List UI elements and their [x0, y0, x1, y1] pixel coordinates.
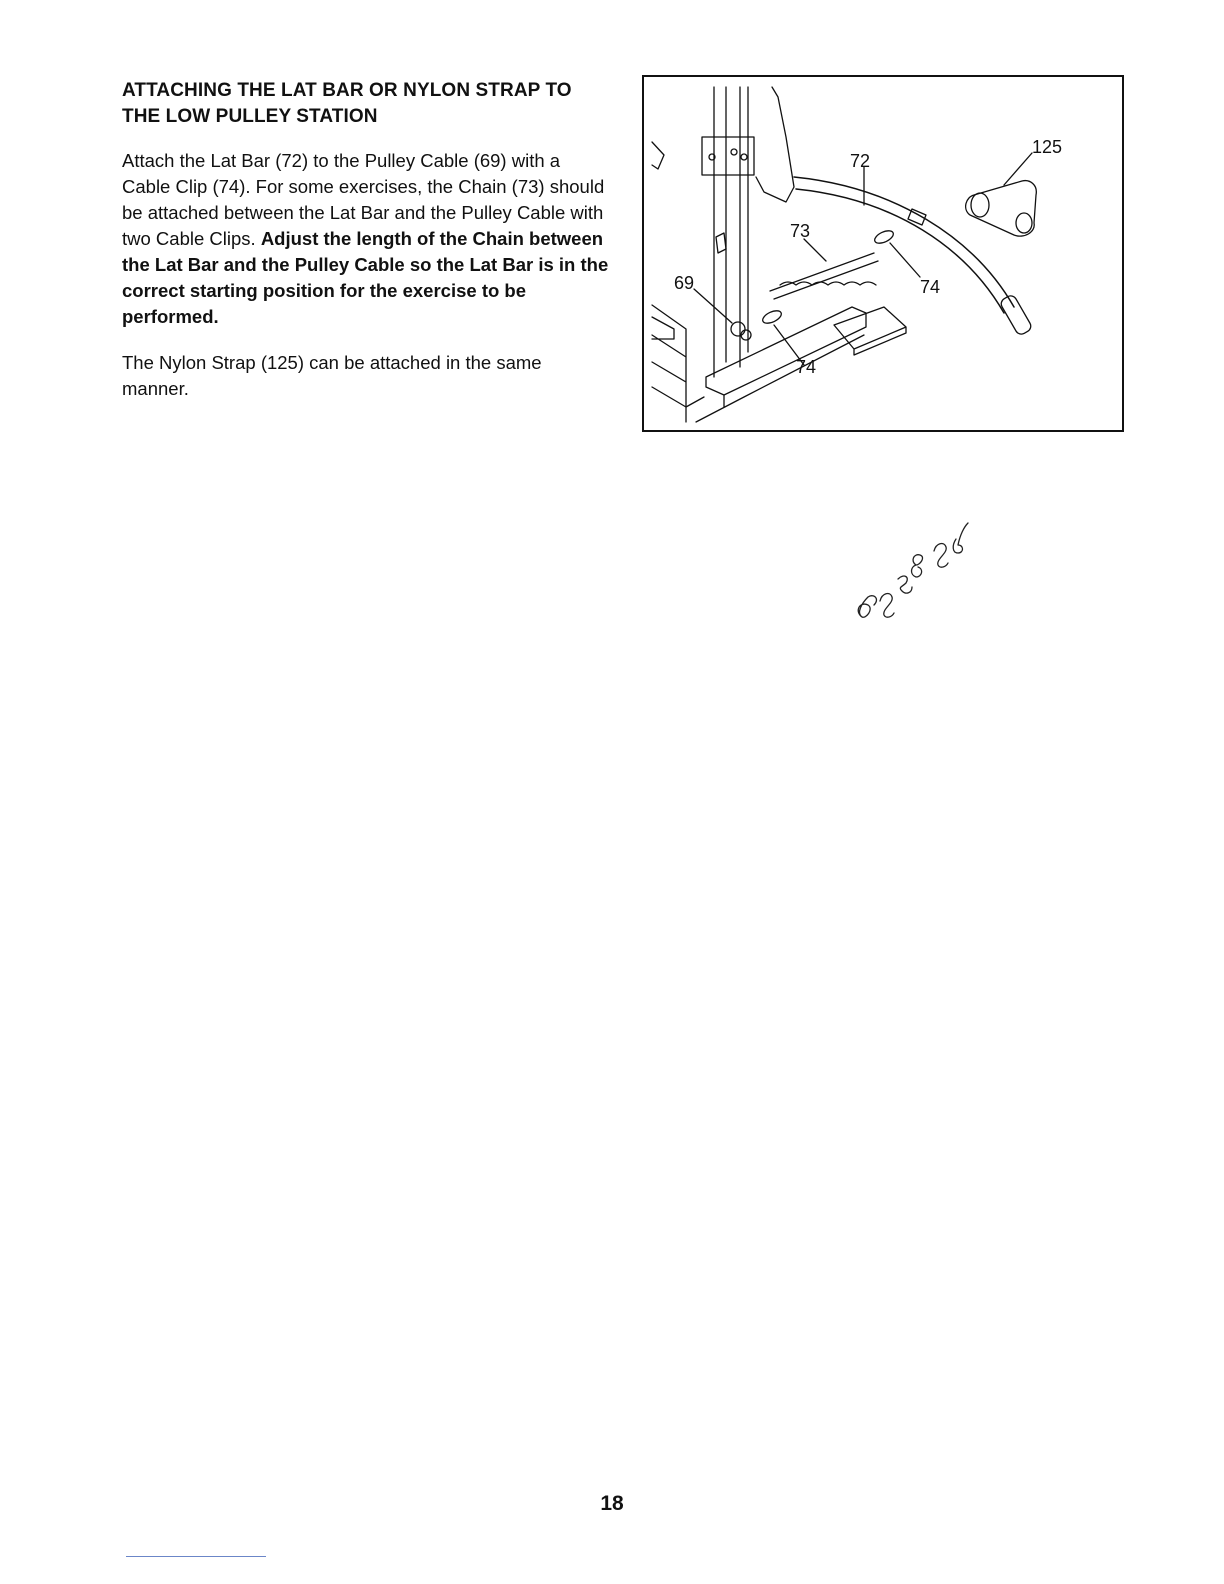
- nylon-strap-note: The Nylon Strap (125) can be attached in the same manner.: [122, 352, 542, 399]
- lat-bar: [794, 177, 1014, 307]
- leader-74-upper: [890, 243, 920, 277]
- assembly-illustration: [642, 75, 1124, 432]
- page-number: 18: [600, 1492, 624, 1515]
- column-pin: [716, 233, 726, 253]
- base-rail: [706, 307, 866, 395]
- scan-artifact-line: [126, 1556, 266, 1557]
- foot-plate: [834, 307, 906, 355]
- callout-69: 69: [674, 273, 695, 293]
- handwriting-stroke: [934, 544, 948, 568]
- nylon-strap-handle: [966, 181, 1037, 237]
- handwriting-stroke: [898, 576, 912, 593]
- cable-clip-lower-shape: [761, 308, 783, 326]
- base-frame: [686, 335, 864, 422]
- callout-74-upper: 74: [920, 277, 941, 297]
- leader-73: [804, 239, 826, 261]
- handwriting-stroke: [880, 594, 894, 618]
- callout-74-lower: 74: [796, 357, 817, 377]
- pulley-cable-end: [731, 322, 745, 336]
- handwriting-stroke: [953, 523, 968, 553]
- bolt-hole: [731, 149, 737, 155]
- strap-handle-end: [971, 193, 989, 217]
- handwriting-stroke: [912, 555, 923, 577]
- weight-stack-edge: [652, 305, 686, 422]
- cable-clip-upper-shape: [873, 228, 895, 246]
- handwritten-note: [850, 505, 990, 635]
- bolt-hole: [741, 154, 747, 160]
- instruction-text: Attach the Lat Bar (72) to the Pulley Cable (69) with a Cable Clip (74). For some exercises, the Chain (73) should be attached between the Lat Bar and the Pulley Cable with two Cable Clips.: [122, 150, 605, 249]
- instruction-paragraph: [122, 148, 612, 330]
- low-pulley-diagram: [644, 77, 1122, 430]
- lat-bar-inner: [796, 189, 1004, 313]
- back-pad: [756, 87, 794, 202]
- instruction-emphasis: Adjust the length of the Chain between the Lat Bar and the Pulley Cable so the Lat Bar is in the correct starting position for the exercise to be performed.: [122, 228, 609, 327]
- handwriting-scribble: [850, 505, 990, 635]
- callout-72: 72: [850, 151, 871, 171]
- strap-handle-end: [1016, 213, 1032, 233]
- lat-bar-grip: [999, 294, 1033, 337]
- callout-125: 125: [1032, 137, 1063, 157]
- instructions-column: [122, 78, 612, 422]
- callout-73: 73: [790, 221, 811, 241]
- frame-fragment-top: [652, 142, 664, 169]
- section-heading: ATTACHING THE LAT BAR OR NYLON STRAP TO THE LOW PULLEY STATION: [122, 80, 572, 127]
- handwriting-stroke: [858, 596, 876, 618]
